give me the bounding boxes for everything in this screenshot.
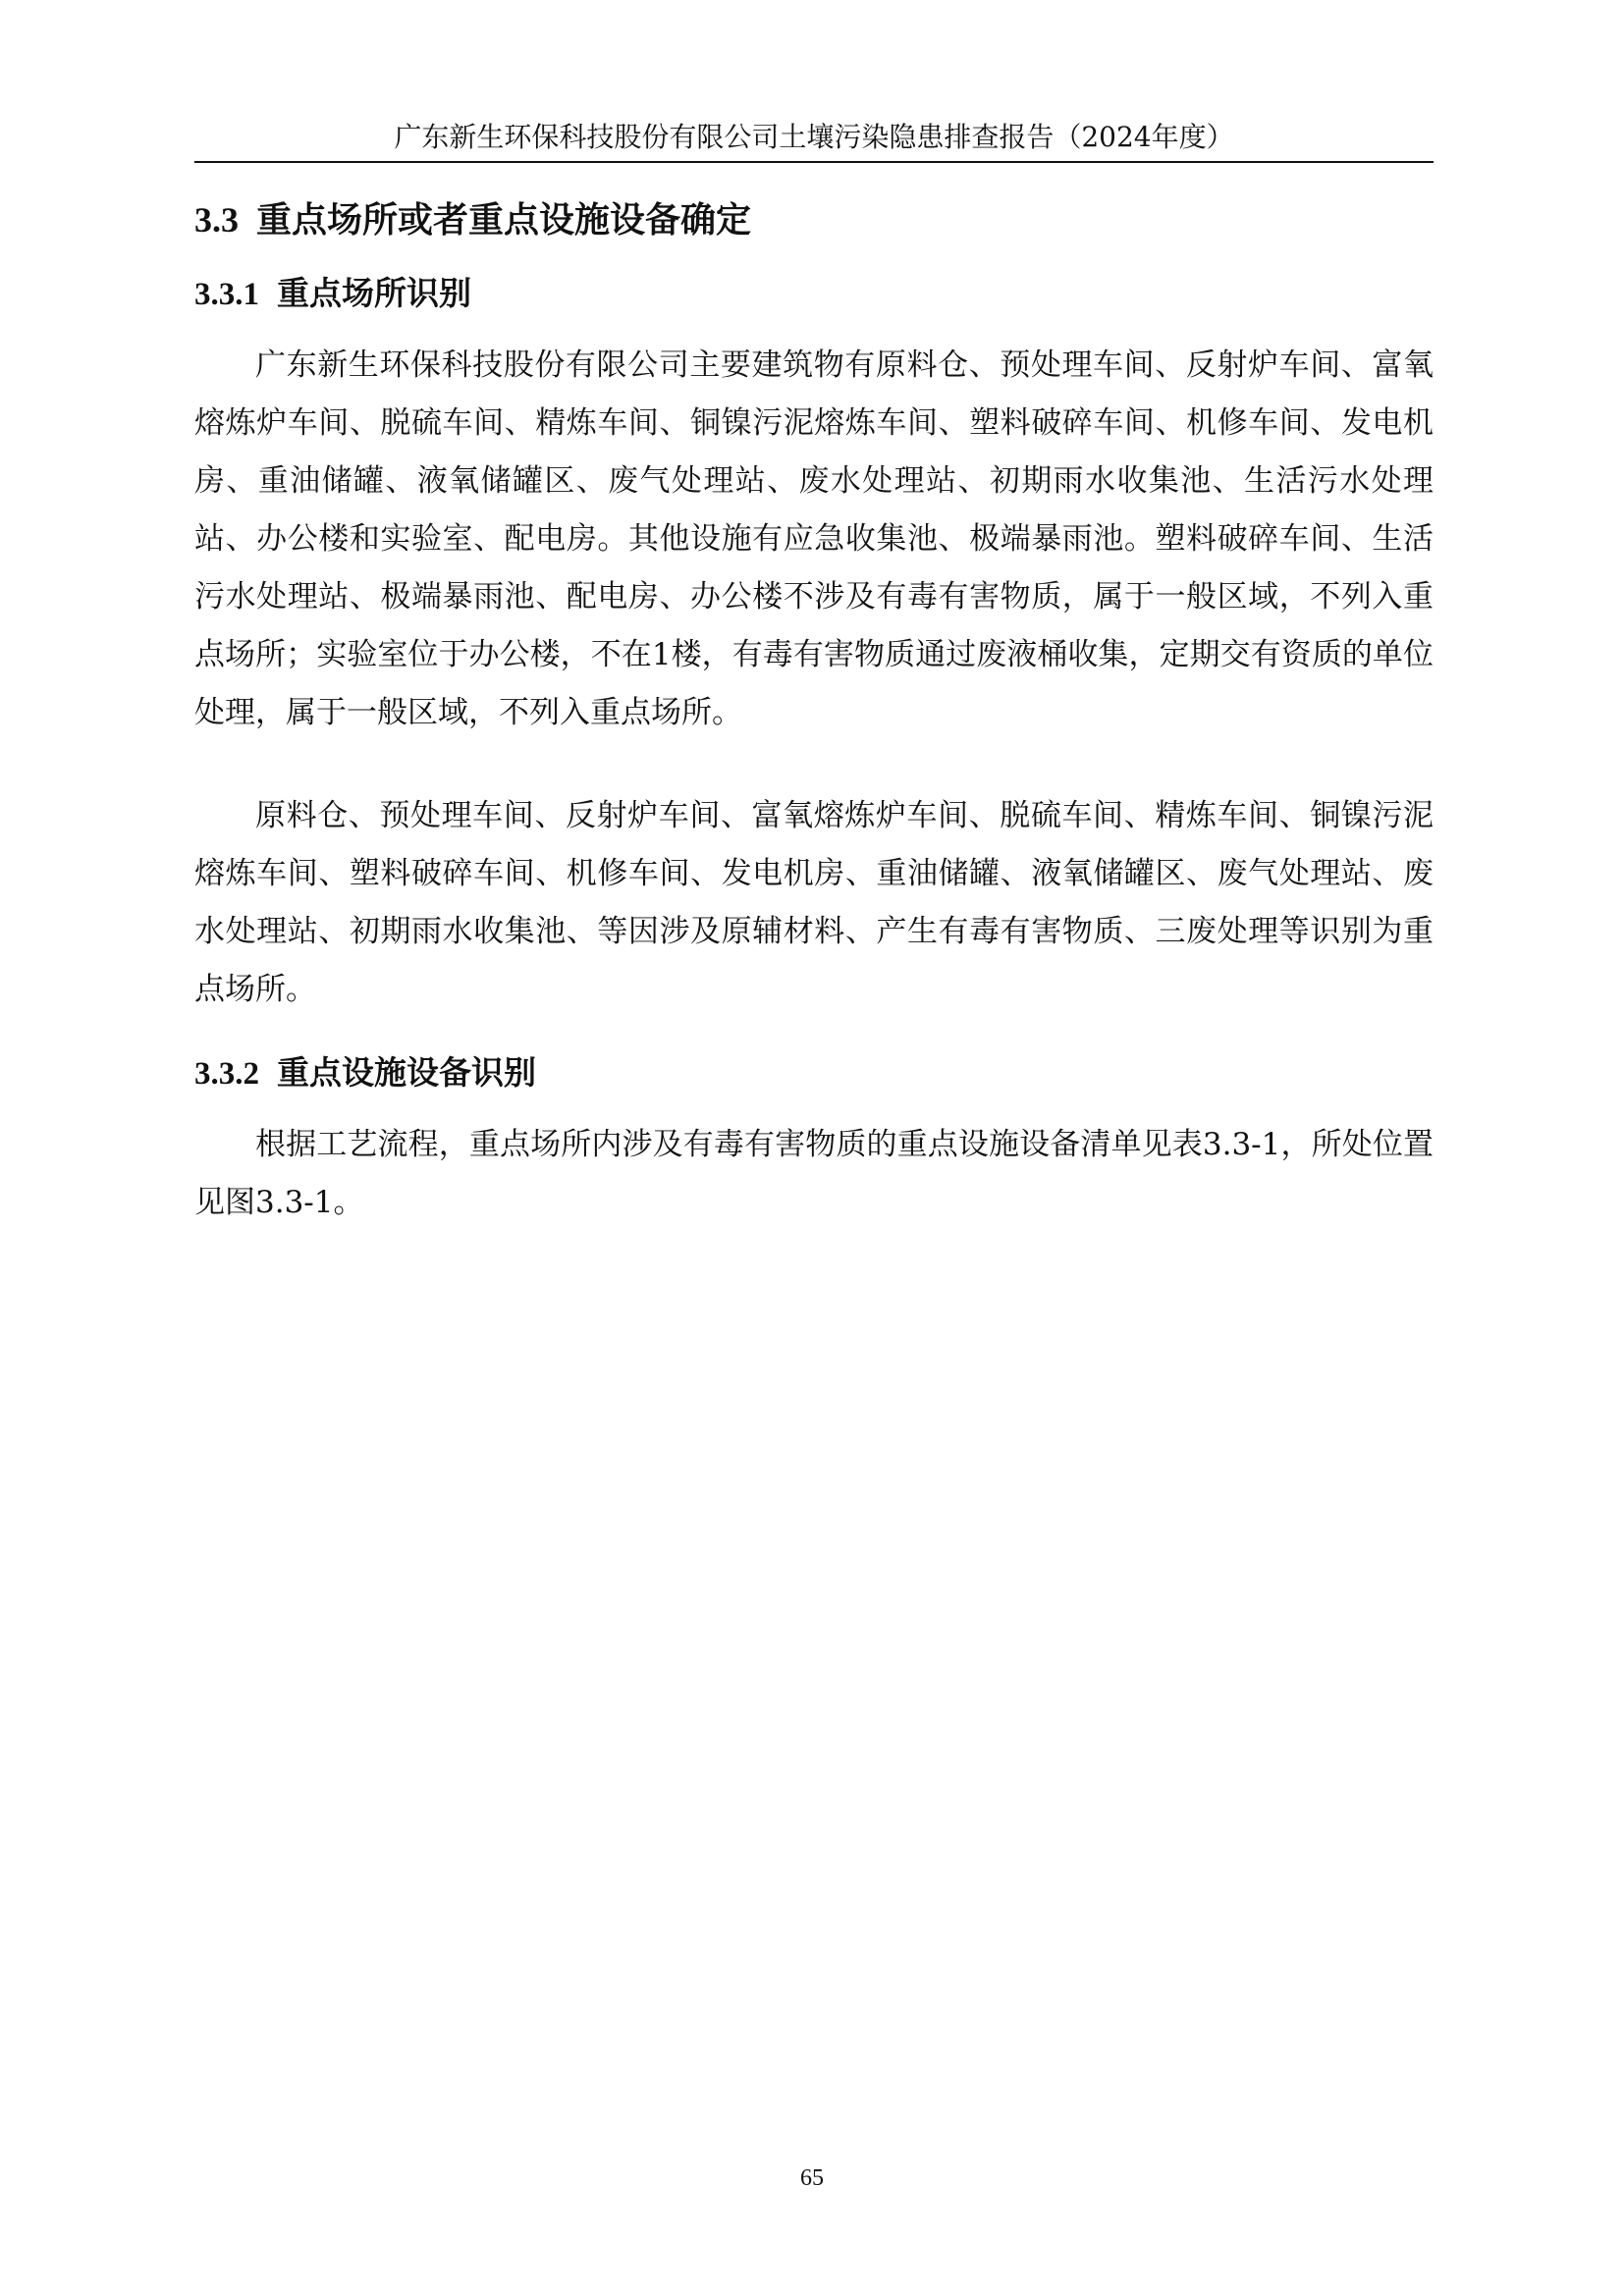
subsection-number: 3.3.1 [194, 277, 259, 312]
subsection-title: 重点设施设备识别 [277, 1053, 536, 1092]
subsection-heading-3-3-1 [194, 271, 471, 317]
section-number: 3.3 [194, 200, 239, 240]
subsection-heading-3-3-2 [194, 1050, 536, 1096]
paragraph-key-sites: 原料仓、预处理车间、反射炉车间、富氧熔炼炉车间、脱硫车间、精炼车间、铜镍污泥熔炼车间、塑料破碎车间、机修车间、发电机房、重油储罐、液氧储罐区、废气处理站、废水处理站、初期雨水收集池、等因涉及原辅材料、产生有毒有害物质、三废处理等识别为重点场所。 [194, 798, 1434, 1007]
section-heading-3-3 [194, 196, 751, 244]
header-divider [194, 161, 1434, 163]
paragraph-key-equipment: 根据工艺流程，重点场所内涉及有毒有害物质的重点设施设备清单见表3.3-1，所处位置见图3.3-1。 [194, 1127, 1434, 1220]
paragraph-main-buildings: 广东新生环保科技股份有限公司主要建筑物有原料仓、预处理车间、反射炉车间、富氧熔炼炉车间、脱硫车间、精炼车间、铜镍污泥熔炼车间、塑料破碎车间、机修车间、发电机房、重油储罐、液氧储罐区、废气处理站、废水处理站、初期雨水收集池、生活污水处理站、办公楼和实验室、配电房。其他设施有应急收集池、极端暴雨池。塑料破碎车间、生活污水处理站、极端暴雨池、配电房、办公楼不涉及有毒有害物质，属于一般区域，不列入重点场所；实验室位于办公楼，不在1楼，有毒有害物质通过废液桶收集，定期交有资质的单位处理，属于一般区域，不列入重点场所。 [194, 347, 1434, 730]
report-title: 广东新生环保科技股份有限公司土壤污染隐患排查报告（2024年度） [394, 121, 1234, 153]
page-header [194, 120, 1434, 155]
page-number: 65 [800, 2165, 824, 2191]
subsection-title: 重点场所识别 [277, 274, 471, 312]
subsection-number: 3.3.2 [194, 1056, 259, 1092]
section-title: 重点场所或者重点设施设备确定 [256, 200, 752, 240]
